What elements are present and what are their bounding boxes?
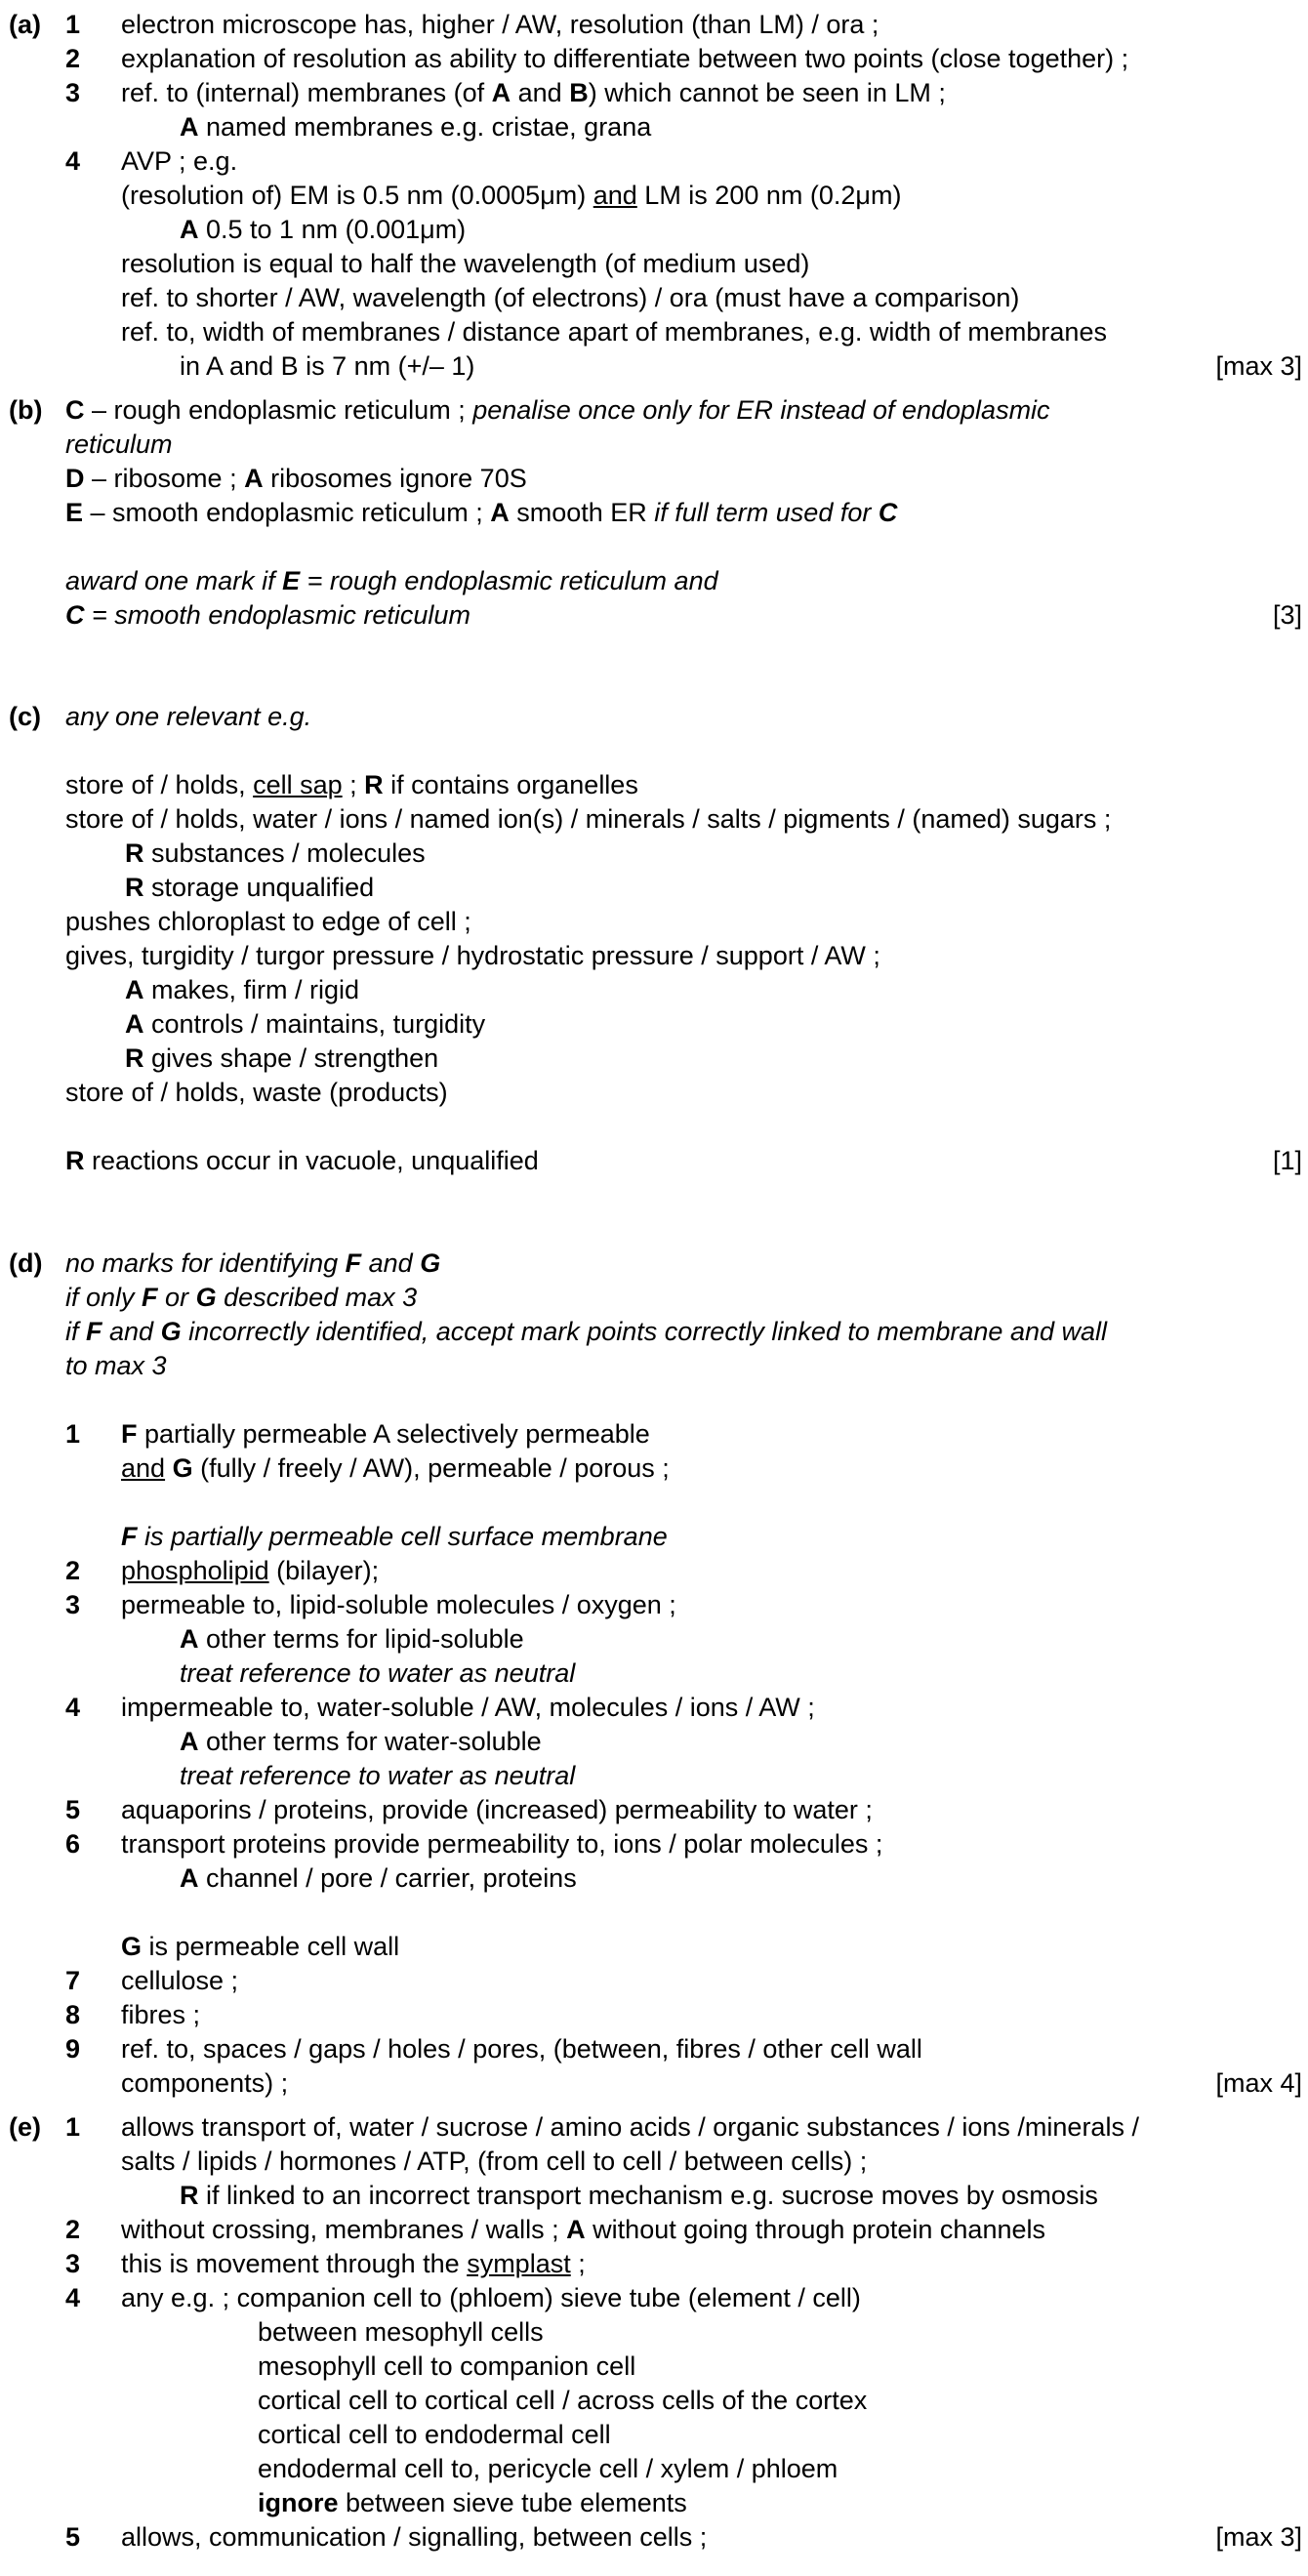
text-segment: C — [65, 395, 85, 425]
mark-scheme-line — [0, 8, 1308, 42]
text-segment: ribosomes ignore 70S — [263, 464, 527, 493]
text-segment: other terms for lipid-soluble — [198, 1624, 524, 1654]
line-text — [180, 1656, 575, 1691]
mark-scheme-line — [0, 1452, 1308, 1486]
line-text — [121, 42, 1128, 76]
text-segment: (resolution of) EM is 0.5 nm (0.0005μm) — [121, 181, 593, 210]
mark-scheme-line — [0, 2520, 1308, 2555]
mark-scheme-line — [0, 1691, 1308, 1725]
text-segment: A — [180, 1727, 199, 1756]
mark-scheme-line — [0, 76, 1308, 110]
text-segment: R — [65, 1146, 85, 1175]
text-segment: C — [65, 600, 85, 630]
text-segment: named membranes e.g. cristae, grana — [198, 112, 652, 142]
text-segment: penalise once only for ER instead of endoplasmic — [472, 395, 1050, 425]
text-segment: treat reference to water as neutral — [180, 1658, 576, 1688]
text-segment: smooth ER — [509, 498, 655, 527]
text-segment: (fully / freely / AW), permeable / porous ; — [192, 1453, 670, 1483]
line-text — [180, 2179, 1098, 2213]
mark-scheme-line — [0, 1042, 1308, 1076]
line-text — [121, 144, 237, 179]
point-number: 8 — [65, 2000, 81, 2029]
mark-scheme-line — [0, 2315, 1308, 2350]
text-segment: and — [511, 78, 570, 107]
text-segment: G — [160, 1317, 182, 1346]
text-segment: allows transport of, water / sucrose / amino acids / organic substances / ions /minerals / — [121, 2112, 1139, 2142]
text-segment: endodermal cell to, pericycle cell / xylem / phloem — [258, 2454, 838, 2483]
mark-scheme-line — [0, 1827, 1308, 1861]
point-number: 5 — [65, 2522, 81, 2552]
mark-scheme-line — [0, 1144, 1308, 1178]
text-segment: A — [125, 975, 144, 1004]
mark-scheme-line — [0, 1793, 1308, 1827]
text-segment: phospholipid — [121, 1556, 269, 1585]
line-text — [121, 2213, 1045, 2247]
text-segment: R — [364, 770, 384, 799]
line-text — [121, 76, 946, 110]
text-segment: – rough endoplasmic reticulum ; — [84, 395, 473, 425]
text-segment: R — [125, 838, 144, 868]
mark-scheme-line — [0, 1007, 1308, 1042]
mark-scheme-line — [0, 2281, 1308, 2315]
mark-scheme-line — [0, 1861, 1308, 1896]
mark-scheme-line — [0, 2179, 1308, 2213]
text-segment: this is movement through the — [121, 2249, 468, 2278]
part-label: (c) — [9, 702, 41, 731]
text-segment: permeable to, lipid-soluble molecules / oxygen ; — [121, 1590, 676, 1619]
text-segment: if full term used for — [654, 498, 879, 527]
text-segment: F — [86, 1317, 102, 1346]
line-text — [121, 281, 1019, 315]
line-text — [180, 110, 651, 144]
line-text — [180, 1861, 577, 1896]
line-text — [125, 837, 426, 871]
mark-scheme-line — [0, 1964, 1308, 1998]
line-text — [65, 393, 1050, 428]
text-segment: controls / maintains, turgidity — [143, 1009, 486, 1039]
text-segment: A — [244, 464, 264, 493]
mark-scheme-line — [0, 1998, 1308, 2032]
text-segment: ) which cannot be seen in LM ; — [588, 78, 946, 107]
text-segment: ref. to (internal) membranes (of — [121, 78, 492, 107]
text-segment: = smooth endoplasmic reticulum — [84, 600, 470, 630]
text-segment: no marks for identifying — [65, 1248, 346, 1278]
text-segment: gives shape / strengthen — [143, 1043, 439, 1073]
point-number: 3 — [65, 1590, 81, 1619]
text-segment: makes, firm / rigid — [143, 975, 360, 1004]
text-segment: and — [121, 1453, 166, 1483]
text-segment: between sieve tube elements — [338, 2488, 687, 2517]
mark-scheme-line — [0, 281, 1308, 315]
point-number: 1 — [65, 1419, 81, 1449]
text-segment: if only — [65, 1283, 143, 1312]
line-text — [121, 315, 1107, 349]
line-text — [121, 1827, 882, 1861]
mark-scheme-line — [0, 2350, 1308, 2384]
mark-scheme-line — [0, 1349, 1308, 1383]
mark-scheme-line — [0, 598, 1308, 633]
mark-scheme-line — [0, 1554, 1308, 1588]
text-segment: G — [172, 1453, 193, 1483]
text-segment: impermeable to, water-soluble / AW, molecules / ions / AW ; — [121, 1693, 815, 1722]
line-text — [65, 564, 718, 598]
mark-scheme-line — [0, 700, 1308, 734]
part-label: (d) — [9, 1248, 43, 1278]
mark-scheme-line — [0, 2247, 1308, 2281]
text-segment: any one relevant e.g. — [65, 702, 312, 731]
text-segment: A — [566, 2215, 586, 2244]
point-number: 4 — [65, 146, 81, 176]
line-text — [121, 2281, 861, 2315]
part-label: (b) — [9, 395, 43, 425]
line-text — [258, 2384, 867, 2418]
line-text — [121, 1417, 650, 1452]
line-text — [121, 179, 901, 213]
text-segment: resolution is equal to half the wavelength (of medium used) — [121, 249, 810, 278]
text-segment: fibres ; — [121, 2000, 201, 2029]
line-text — [65, 700, 311, 734]
text-segment: is permeable cell wall — [142, 1932, 400, 1961]
mark-scheme-line — [0, 2110, 1308, 2145]
text-segment: without going through protein channels — [585, 2215, 1045, 2244]
mark-scheme-line — [0, 110, 1308, 144]
line-text — [65, 1144, 539, 1178]
mark-scheme-line — [0, 973, 1308, 1007]
mark-scheme-line — [0, 2066, 1308, 2101]
text-segment: treat reference to water as neutral — [180, 1761, 576, 1790]
line-text — [121, 2066, 288, 2101]
point-number: 3 — [65, 78, 81, 107]
mark-allocation: [3] — [1272, 600, 1302, 630]
line-text — [258, 2350, 635, 2384]
mark-scheme-line — [0, 2452, 1308, 2486]
mark-allocation: [max 4] — [1215, 2068, 1302, 2098]
mark-scheme-line — [0, 1656, 1308, 1691]
mark-scheme-line — [0, 1725, 1308, 1759]
line-text — [65, 1076, 448, 1110]
point-number: 9 — [65, 2034, 81, 2064]
line-text — [65, 428, 173, 462]
text-segment: – ribosome ; — [84, 464, 245, 493]
text-segment: if linked to an incorrect transport mechanism e.g. sucrose moves by osmosis — [198, 2181, 1098, 2210]
point-number: 7 — [65, 1966, 81, 1995]
part-label: (e) — [9, 2112, 41, 2142]
text-segment: storage unqualified — [143, 873, 375, 902]
line-text — [65, 768, 638, 802]
text-segment: = rough endoplasmic reticulum and — [300, 566, 718, 595]
line-text — [258, 2486, 687, 2520]
text-segment: store of / holds, — [65, 770, 254, 799]
line-text — [121, 1998, 200, 2032]
text-segment: R — [125, 1043, 144, 1073]
text-segment: if contains organelles — [383, 770, 638, 799]
mark-scheme-line — [0, 349, 1308, 384]
text-segment: cortical cell to cortical cell / across cells of the cortex — [258, 2386, 868, 2415]
point-number: 1 — [65, 2112, 81, 2142]
line-text — [121, 2032, 922, 2066]
point-number: 4 — [65, 1693, 81, 1722]
text-segment: ignore — [258, 2488, 339, 2517]
text-segment: B — [569, 78, 589, 107]
line-text — [180, 1759, 575, 1793]
text-segment: 0.5 to 1 nm (0.001μm) — [198, 215, 467, 244]
line-text — [180, 1622, 524, 1656]
mark-scheme-line — [0, 837, 1308, 871]
line-text — [180, 1725, 542, 1759]
line-text — [121, 1554, 379, 1588]
line-text — [121, 1520, 668, 1554]
text-segment: F — [142, 1283, 158, 1312]
text-segment: C — [878, 498, 898, 527]
text-segment: cell sap — [253, 770, 343, 799]
line-text — [65, 462, 527, 496]
text-segment: incorrectly identified, accept mark points correctly linked to membrane and wall — [181, 1317, 1108, 1346]
line-text — [65, 1315, 1107, 1349]
mark-scheme-line — [0, 144, 1308, 179]
line-text — [180, 213, 466, 247]
text-segment: A — [491, 78, 511, 107]
text-segment: D — [65, 464, 85, 493]
text-segment: aquaporins / proteins, provide (increased) permeability to water ; — [121, 1795, 873, 1824]
text-segment: AVP ; e.g. — [121, 146, 238, 176]
text-segment: allows, communication / signalling, between cells ; — [121, 2522, 708, 2552]
mark-scheme-line — [0, 2384, 1308, 2418]
mark-allocation: [max 3] — [1215, 2522, 1302, 2552]
text-segment: F — [121, 1419, 138, 1449]
point-number: 1 — [65, 10, 81, 39]
mark-scheme-line — [0, 2418, 1308, 2452]
text-segment: and — [102, 1317, 161, 1346]
mark-scheme-line — [0, 2032, 1308, 2066]
text-segment: partially permeable A selectively permeable — [137, 1419, 650, 1449]
line-text — [121, 1930, 399, 1964]
line-text — [121, 8, 879, 42]
mark-scheme-line — [0, 247, 1308, 281]
mark-scheme-line — [0, 1588, 1308, 1622]
mark-scheme-line — [0, 42, 1308, 76]
mark-scheme-line — [0, 1930, 1308, 1964]
mark-scheme-line — [0, 462, 1308, 496]
mark-allocation: [max 3] — [1215, 351, 1302, 381]
text-segment: other terms for water-soluble — [198, 1727, 542, 1756]
mark-scheme-line — [0, 315, 1308, 349]
text-segment: electron microscope has, higher / AW, resolution (than LM) / ora ; — [121, 10, 879, 39]
text-segment: R — [180, 2181, 199, 2210]
line-text — [121, 247, 809, 281]
text-segment: if — [65, 1317, 87, 1346]
line-text — [125, 871, 374, 905]
line-text — [121, 1691, 815, 1725]
line-text — [121, 1588, 676, 1622]
text-segment: G — [121, 1932, 143, 1961]
text-segment: award one mark if — [65, 566, 283, 595]
text-segment: transport proteins provide permeability to, ions / polar molecules ; — [121, 1829, 883, 1859]
text-segment: F — [345, 1248, 362, 1278]
text-segment: without crossing, membranes / walls ; — [121, 2215, 567, 2244]
mark-scheme-line — [0, 1076, 1308, 1110]
line-text — [125, 973, 359, 1007]
text-segment: A — [180, 112, 199, 142]
mark-scheme-line — [0, 2486, 1308, 2520]
mark-scheme-line — [0, 1247, 1308, 1281]
text-segment: reticulum — [65, 429, 173, 459]
point-number: 2 — [65, 1556, 81, 1585]
point-number: 5 — [65, 1795, 81, 1824]
line-text — [125, 1042, 438, 1076]
mark-scheme-line — [0, 2213, 1308, 2247]
mark-scheme-line — [0, 564, 1308, 598]
line-text — [121, 1964, 238, 1998]
text-segment: substances / molecules — [143, 838, 426, 868]
line-text — [65, 496, 897, 530]
text-segment: ref. to, spaces / gaps / holes / pores, (between, fibres / other cell wall — [121, 2034, 922, 2064]
text-segment — [165, 1453, 173, 1483]
text-segment: described max 3 — [216, 1283, 418, 1312]
text-segment: is partially permeable cell surface membrane — [137, 1522, 668, 1551]
text-segment: E — [65, 498, 84, 527]
text-segment: explanation of resolution as ability to differentiate between two points (close together) ; — [121, 44, 1129, 73]
line-text — [65, 1247, 440, 1281]
line-text — [121, 2247, 586, 2281]
line-text — [121, 2110, 1139, 2145]
text-segment: channel / pore / carrier, proteins — [198, 1863, 577, 1893]
line-text — [258, 2418, 611, 2452]
mark-scheme-line — [0, 1520, 1308, 1554]
text-segment: A — [180, 1624, 199, 1654]
mark-scheme-line — [0, 1622, 1308, 1656]
text-segment: store of / holds, water / ions / named ion(s) / minerals / salts / pigments / (named) sugars ; — [65, 804, 1112, 834]
line-text — [258, 2315, 544, 2350]
mark-scheme-line — [0, 905, 1308, 939]
mark-scheme-line — [0, 428, 1308, 462]
text-segment: F — [121, 1522, 138, 1551]
text-segment: cellulose ; — [121, 1966, 239, 1995]
mark-allocation: [1] — [1272, 1146, 1302, 1175]
mark-scheme-line — [0, 2145, 1308, 2179]
text-segment: store of / holds, waste (products) — [65, 1078, 448, 1107]
text-segment: ref. to shorter / AW, wavelength (of electrons) / ora (must have a comparison) — [121, 283, 1020, 312]
part-label: (a) — [9, 10, 41, 39]
line-text — [65, 802, 1111, 837]
text-segment: cortical cell to endodermal cell — [258, 2420, 611, 2449]
mark-scheme-line — [0, 768, 1308, 802]
point-number: 6 — [65, 1829, 81, 1859]
line-text — [65, 939, 880, 973]
mark-scheme-line — [0, 1759, 1308, 1793]
mark-scheme-line — [0, 179, 1308, 213]
mark-scheme-line — [0, 871, 1308, 905]
text-segment: E — [282, 566, 301, 595]
mark-scheme-line — [0, 1315, 1308, 1349]
text-segment: A — [180, 1863, 199, 1893]
line-text — [258, 2452, 838, 2486]
text-segment: G — [195, 1283, 217, 1312]
text-segment: or — [157, 1283, 196, 1312]
text-segment: A — [490, 498, 510, 527]
text-segment: (bilayer); — [268, 1556, 380, 1585]
text-segment: – smooth endoplasmic reticulum ; — [83, 498, 491, 527]
text-segment: in A and B is 7 nm (+/– 1) — [180, 351, 475, 381]
text-segment: ref. to, width of membranes / distance apart of membranes, e.g. width of membranes — [121, 317, 1107, 347]
text-segment: salts / lipids / hormones / ATP, (from cell to cell / between cells) ; — [121, 2147, 868, 2176]
text-segment: components) ; — [121, 2068, 289, 2098]
mark-scheme-line — [0, 939, 1308, 973]
line-text — [65, 905, 471, 939]
text-segment: reactions occur in vacuole, unqualified — [84, 1146, 539, 1175]
text-segment: A — [180, 215, 199, 244]
text-segment: R — [125, 873, 144, 902]
line-text — [121, 2145, 867, 2179]
text-segment: A — [125, 1009, 144, 1039]
point-number: 4 — [65, 2283, 81, 2312]
text-segment: LM is 200 nm (0.2μm) — [636, 181, 902, 210]
line-text — [121, 1793, 873, 1827]
text-segment: between mesophyll cells — [258, 2317, 544, 2347]
line-text — [65, 1281, 417, 1315]
line-text — [65, 1349, 167, 1383]
line-text — [65, 598, 470, 633]
line-text — [121, 2520, 707, 2555]
mark-scheme-line — [0, 1281, 1308, 1315]
text-segment: ; — [570, 2249, 586, 2278]
point-number: 3 — [65, 2249, 81, 2278]
text-segment: pushes chloroplast to edge of cell ; — [65, 907, 471, 936]
text-segment: gives, turgidity / turgor pressure / hydrostatic pressure / support / AW ; — [65, 941, 880, 970]
mark-scheme-line — [0, 802, 1308, 837]
point-number: 2 — [65, 44, 81, 73]
text-segment: symplast — [467, 2249, 571, 2278]
mark-scheme-line — [0, 1417, 1308, 1452]
text-segment: G — [420, 1248, 441, 1278]
mark-scheme-line — [0, 393, 1308, 428]
text-segment: any e.g. ; companion cell to (phloem) sieve tube (element / cell) — [121, 2283, 861, 2312]
text-segment: and — [361, 1248, 421, 1278]
mark-scheme-line — [0, 213, 1308, 247]
text-segment: ; — [342, 770, 365, 799]
line-text — [180, 349, 474, 384]
line-text — [125, 1007, 485, 1042]
line-text — [121, 1452, 670, 1486]
text-segment: and — [593, 181, 637, 210]
point-number: 2 — [65, 2215, 81, 2244]
mark-scheme-line — [0, 496, 1308, 530]
text-segment: to max 3 — [65, 1351, 167, 1380]
text-segment: mesophyll cell to companion cell — [258, 2351, 636, 2381]
